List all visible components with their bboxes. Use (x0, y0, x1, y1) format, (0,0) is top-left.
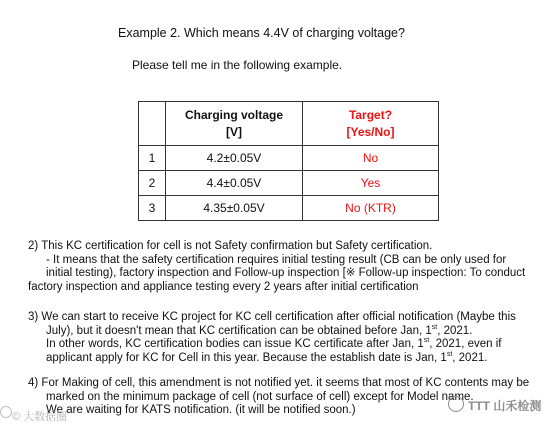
row-target: No (303, 146, 439, 171)
header-voltage-line1: Charging voltage (184, 107, 283, 122)
watermark-left-icon (0, 406, 12, 418)
row-target: No (KTR) (303, 196, 439, 221)
note-3-text: , 2021. (452, 351, 488, 364)
row-voltage: 4.2±0.05V (166, 146, 303, 171)
question-title: Example 2. Which means 4.4V of charging voltage? (118, 26, 405, 40)
note-2-line: 2) This KC certification for cell is not Safety confirmation but Safety certification. (28, 240, 433, 252)
note-4-line: 4) For Making of cell, this amendment is not notified yet. it seems that most of KC contents may be (28, 377, 530, 389)
note-3-text: July), but it doesn't mean that KC certification can be obtained before Jan, 1 (46, 324, 432, 337)
note-4-line: marked on the minimum package of cell (not surface of cell) except for Model name. (46, 390, 474, 403)
row-number: 1 (139, 146, 166, 171)
header-voltage (166, 102, 303, 146)
question-subtitle: Please tell me in the following example. (132, 58, 343, 72)
row-voltage: 4.4±0.05V (166, 171, 303, 196)
wechat-icon (448, 396, 464, 412)
watermark-right: TTT 山禾检测 (468, 399, 542, 413)
note-3-text: In other words, KC certification bodies can issue KC certificate after Jan, 1 (46, 338, 424, 350)
ordinal-suffix: st (446, 350, 453, 358)
table-header-row (139, 102, 439, 146)
charging-voltage-table (138, 101, 439, 221)
note-3 (28, 311, 516, 365)
ordinal-suffix: st (423, 337, 430, 345)
header-voltage-line2: [V] (226, 124, 242, 139)
header-target-line2: [Yes/No] (346, 124, 395, 139)
row-number: 3 (139, 196, 166, 221)
note-3-line (28, 338, 516, 352)
table-row (139, 171, 439, 196)
row-number: 2 (139, 171, 166, 196)
note-3-text: , 2021, even if (429, 338, 502, 350)
watermark-left: © 大数据圈 (12, 411, 68, 423)
header-target (303, 102, 439, 146)
table-row (139, 196, 439, 221)
note-3-text: , 2021. (437, 324, 473, 337)
note-3-line (28, 352, 516, 366)
note-3-text: applicant apply for KC for Cell in this year. Because the establish date is Jan, 1 (46, 351, 447, 364)
note-2-line: - It means that the safety certification requires initial testing result (CB can be only used for (46, 253, 507, 266)
row-target: Yes (303, 171, 439, 196)
note-2-line: initial testing), factory inspection and Follow-up inspection [※ Follow-up inspection: To conduct (46, 267, 526, 279)
note-2-line: factory inspection and appliance testing every 2 years after initial certification (28, 280, 419, 293)
note-3-line (28, 325, 516, 339)
header-target-line1: Target? (348, 107, 393, 122)
note-2 (28, 240, 525, 294)
header-number (139, 102, 166, 146)
ordinal-suffix: st (431, 323, 438, 331)
table-row (139, 146, 439, 171)
row-voltage: 4.35±0.05V (166, 196, 303, 221)
note-3-line: 3) We can start to receive KC project for KC cell certification after official notification (Maybe this (28, 311, 516, 323)
note-4-line: We are waiting for KATS notification. (it will be notified soon.) (46, 404, 356, 416)
